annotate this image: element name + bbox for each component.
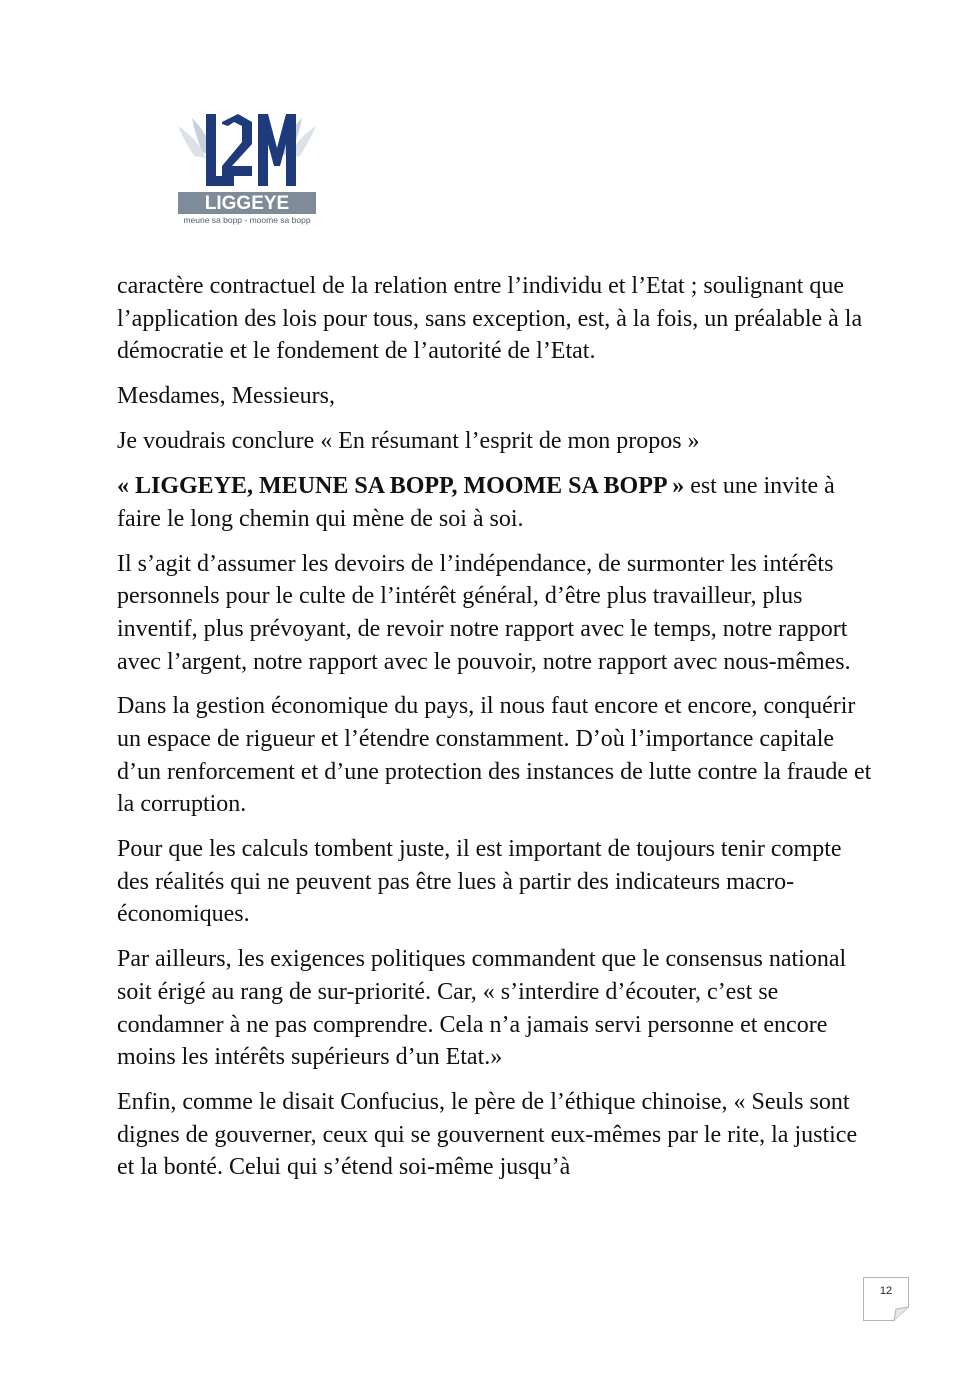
page-number: 12: [879, 1285, 893, 1297]
paragraph-4: [117, 470, 877, 535]
logo-name: LIGGEYE: [204, 193, 290, 214]
paragraph-8: Par ailleurs, les exigences politiques commandent que le consensus national soit érigé au rang de sur-priorité. Car, « s’interdire d’écouter, c’est se condamner à ne pas comprendre. Cela n’a jamais servi personne et encore moins les intérêts supérieurs d’un Etat.»: [117, 946, 847, 1071]
document-body: [117, 270, 877, 1196]
paragraph-1: caractère contractuel de la relation entre l’individu et l’Etat ; soulignant que l’application des lois pour tous, sans exception, est, à la fois, un préalable à la démocratie et le fondement de l’autorité de l’Etat.: [117, 273, 863, 365]
slogan-bold: « LIGGEYE, MEUNE SA BOPP, MOOME SA BOPP »: [117, 473, 685, 500]
liggeye-logo: [172, 108, 322, 228]
page-number-box: [863, 1277, 909, 1321]
paragraph-9: Enfin, comme le disait Confucius, le père de l’éthique chinoise, « Seuls sont dignes de gouverner, ceux qui se gouvernent eux-mêmes par le rite, la justice et la bonté. Celui qui s’étend soi-même jusqu’à: [117, 1089, 858, 1181]
logo-tagline: meune sa bopp - moome sa bopp: [183, 215, 311, 225]
page-curl-icon: [863, 1277, 909, 1321]
liggeye-logo-image: [172, 108, 322, 228]
paragraph-7: Pour que les calculs tombent juste, il est important de toujours tenir compte des réalités qui ne peuvent pas être lues à partir des indicateurs macro-économiques.: [117, 836, 842, 928]
paragraph-6: Dans la gestion économique du pays, il nous faut encore et encore, conquérir un espace de rigueur et l’étendre constamment. D’où l’importance capitale d’un renforcement et d’une protection des instances de lutte contre la fraude et la corruption.: [117, 693, 872, 818]
paragraph-5: Il s’agit d’assumer les devoirs de l’indépendance, de surmonter les intérêts personnels pour le culte de l’intérêt général, d’être plus travailleur, plus inventif, plus prévoyant, de revoir notre rapport avec le temps, notre rapport avec l’argent, notre rapport avec le pouvoir, notre rapport avec nous-mêmes.: [117, 550, 851, 675]
paragraph-3: Je voudrais conclure « En résumant l’esprit de mon propos »: [117, 428, 700, 455]
paragraph-2: Mesdames, Messieurs,: [117, 383, 335, 410]
paragraph-4-text: est une invite à faire le long chemin qui mène de soi à soi.: [117, 473, 835, 532]
